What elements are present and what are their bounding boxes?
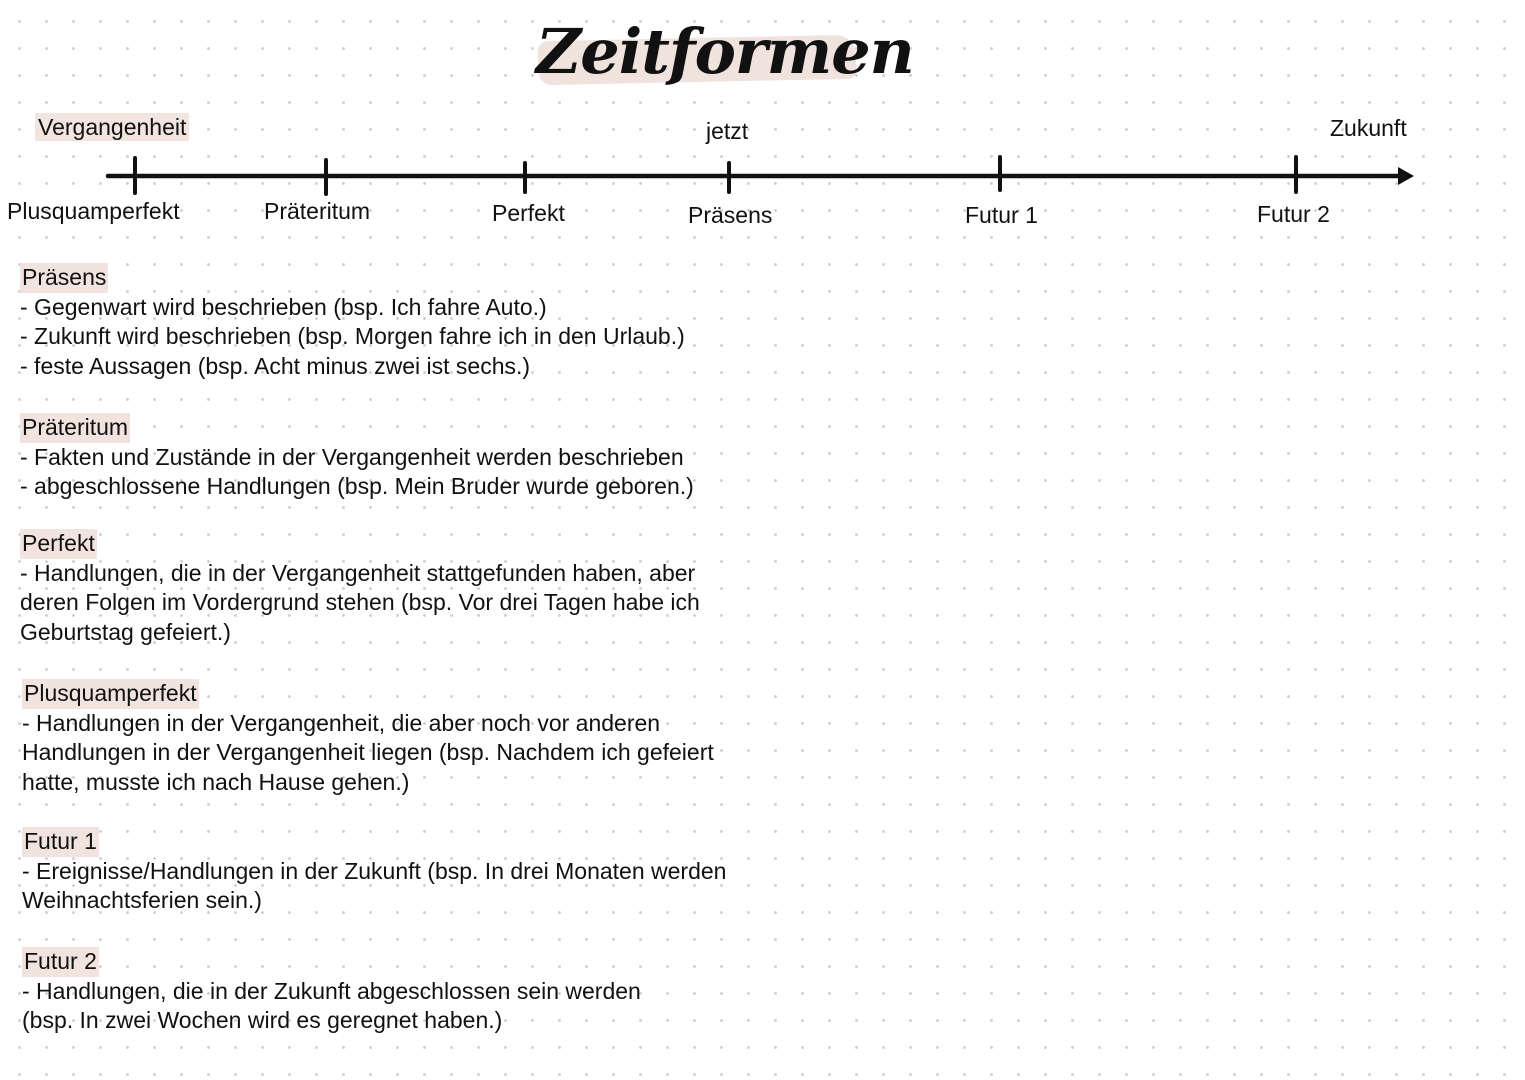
section-line: hatte, musste ich nach Hause gehen.) (22, 768, 410, 795)
tick-label-futur-2: Futur 2 (1257, 201, 1330, 227)
section-line: - abgeschlossene Handlungen (bsp. Mein Bruder wurde geboren.) (20, 473, 694, 500)
section-line: - Handlungen in der Vergangenheit, die aber noch vor anderen (22, 709, 661, 736)
section-line: - Ereignisse/Handlungen in der Zukunft (bsp. In drei Monaten werden (22, 857, 727, 884)
section-line: Weihnachtsferien sein.) (22, 887, 262, 914)
section-heading: Plusquamperfekt (22, 679, 199, 709)
section-line: - Handlungen, die in der Zukunft abgeschlossen sein werden (22, 977, 641, 1004)
section-perfekt (20, 529, 840, 647)
section-line: - Handlungen, die in der Vergangenheit stattgefunden haben, aber (20, 559, 696, 586)
section-line: - Fakten und Zustände in der Vergangenheit werden beschrieben (20, 443, 684, 470)
section-praesens (20, 263, 840, 381)
section-futur-1 (22, 827, 842, 916)
section-line: - Zukunft wird beschrieben (bsp. Morgen fahre ich in den Urlaub.) (20, 323, 685, 350)
section-futur-2 (22, 947, 842, 1036)
section-line: Handlungen in der Vergangenheit liegen (bsp. Nachdem ich gefeiert (22, 739, 714, 766)
section-heading: Futur 1 (22, 827, 99, 857)
tick-label-praeteritum: Präteritum (264, 198, 371, 224)
section-line: - feste Aussagen (bsp. Acht minus zwei ist sechs.) (20, 352, 531, 379)
section-line: Geburtstag gefeiert.) (20, 618, 231, 645)
section-line: (bsp. In zwei Wochen wird es geregnet haben.) (22, 1007, 503, 1034)
section-heading: Präteritum (20, 413, 130, 443)
section-praeteritum (20, 413, 840, 502)
tick-label-futur-1: Futur 1 (965, 202, 1038, 228)
now-label: jetzt (706, 118, 749, 144)
title-text: Zeitformen (536, 15, 914, 88)
section-line: deren Folgen im Vordergrund stehen (bsp. Vor drei Tagen habe ich (20, 589, 700, 616)
section-heading: Präsens (20, 263, 108, 293)
future-label: Zukunft (1330, 115, 1407, 141)
past-label: Vergangenheit (35, 113, 189, 141)
section-heading: Futur 2 (22, 947, 99, 977)
tick-label-plusquamperfekt: Plusquamperfekt (7, 198, 180, 224)
section-line: - Gegenwart wird beschrieben (bsp. Ich fahre Auto.) (20, 293, 547, 320)
tick-label-perfekt: Perfekt (492, 200, 565, 226)
section-plusquamperfekt (22, 679, 842, 797)
tick-label-praesens: Präsens (688, 202, 773, 228)
section-heading: Perfekt (20, 529, 97, 559)
timeline-arrowhead (1398, 167, 1414, 185)
